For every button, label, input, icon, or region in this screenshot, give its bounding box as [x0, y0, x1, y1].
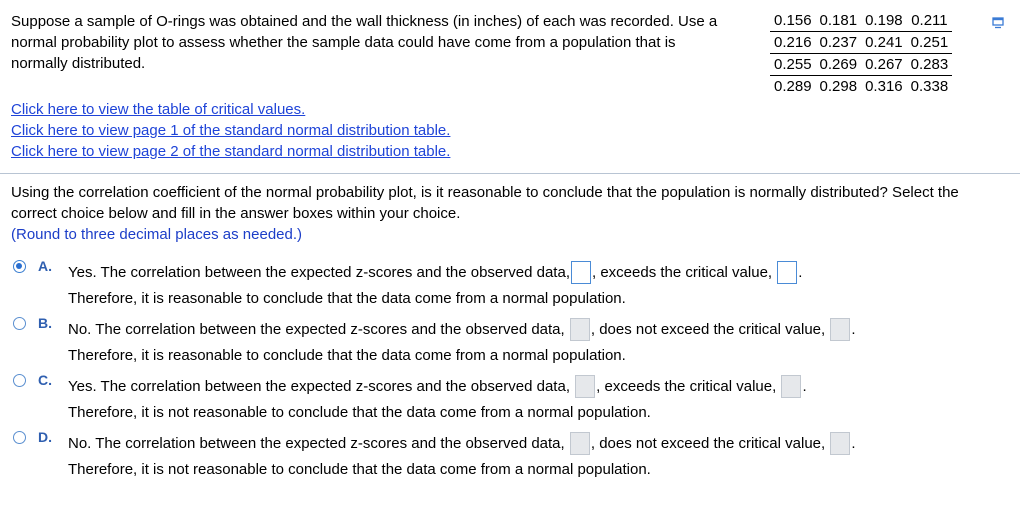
choice-d-line1: [68, 431, 856, 457]
choice-d-radio[interactable]: [13, 431, 26, 444]
table-cell: 0.241: [861, 32, 907, 54]
table-cell: 0.216: [770, 32, 816, 54]
table-cell: 0.198: [861, 10, 907, 32]
table-cell: 0.289: [774, 78, 812, 95]
choice-c-letter: C.: [38, 372, 52, 388]
table-cell: 0.267: [861, 54, 907, 76]
table-cell: 0.269: [816, 54, 862, 76]
choice-a-critical-value-input[interactable]: [777, 261, 797, 284]
reference-links: [11, 99, 450, 162]
choice-d-text-part3: .: [851, 435, 856, 452]
round-note: (Round to three decimal places as needed.): [11, 226, 303, 243]
choice-c-text-part3: .: [802, 378, 807, 395]
choice-c-line1: [68, 374, 807, 400]
choice-c-line2: Therefore, it is not reasonable to conclude that the data come from a normal population.: [68, 404, 651, 421]
table-cell: 0.156: [770, 10, 816, 32]
choice-b-line1: [68, 317, 856, 343]
question-text: Using the correlation coefficient of the normal probability plot, is it reasonable to conclude that the population is normally distributed? Select the correct choice below and fill in the answer boxes within your choice.: [11, 184, 959, 222]
table-cell: 0.181: [816, 10, 862, 32]
table-row: [770, 76, 952, 98]
table-cell: 0.316: [865, 78, 903, 95]
table-cell: 0.237: [816, 32, 862, 54]
normal-table-page1-link[interactable]: Click here to view page 1 of the standard normal distribution table.: [11, 122, 451, 139]
choice-b-line2: Therefore, it is reasonable to conclude that the data come from a normal population.: [68, 347, 626, 364]
data-table-container: [770, 10, 952, 97]
choice-a-line1: [68, 260, 802, 286]
section-divider: [0, 173, 1020, 174]
problem-statement: Suppose a sample of O-rings was obtained and the wall thickness (in inches) of each was recorded. Use a normal probability plot to assess whether the sample data could have come from a population that is normally distributed.: [11, 13, 718, 72]
table-cell: 0.211: [907, 10, 953, 32]
choice-b-text: [68, 317, 856, 369]
choice-a-radio[interactable]: [13, 260, 26, 273]
table-cell: 0.338: [910, 78, 949, 95]
choice-b-text-part1: No. The correlation between the expected z-scores and the observed data,: [68, 321, 565, 338]
choice-c-text: [68, 374, 807, 426]
choice-c-radio[interactable]: [13, 374, 26, 387]
copy-data-icon[interactable]: [992, 17, 1004, 29]
choice-d-correlation-input[interactable]: [570, 432, 590, 455]
choice-d-critical-value-input[interactable]: [830, 432, 850, 455]
table-cell: 0.255: [770, 54, 816, 76]
choice-b-critical-value-input[interactable]: [830, 318, 850, 341]
choice-a-line2: Therefore, it is reasonable to conclude that the data come from a normal population.: [68, 290, 626, 307]
choice-a-text-part1: Yes. The correlation between the expected z-scores and the observed data,: [68, 264, 570, 281]
choice-c-text-part1: Yes. The correlation between the expected z-scores and the observed data,: [68, 378, 570, 395]
critical-values-link[interactable]: Click here to view the table of critical values.: [11, 101, 306, 118]
choice-a-text-part3: .: [798, 264, 803, 281]
table-cell: 0.283: [907, 54, 953, 76]
choice-d-text: [68, 431, 856, 483]
choice-b-letter: B.: [38, 315, 52, 331]
choice-a[interactable]: [11, 258, 1011, 315]
choice-c-text-part2: , exceeds the critical value,: [596, 378, 777, 395]
choice-d[interactable]: [11, 429, 1011, 486]
data-table: [770, 10, 952, 97]
table-row: [770, 32, 952, 54]
choice-b[interactable]: [11, 315, 1011, 372]
table-cell: 0.298: [819, 78, 858, 95]
choice-b-text-part3: .: [851, 321, 856, 338]
question-block: [11, 182, 971, 245]
choice-a-correlation-input[interactable]: [571, 261, 591, 284]
table-row: [770, 10, 952, 32]
choice-b-text-part2: , does not exceed the critical value,: [590, 321, 826, 338]
table-row: [770, 54, 952, 76]
choice-c-critical-value-input[interactable]: [781, 375, 801, 398]
choice-a-text-part2: , exceeds the critical value,: [592, 264, 773, 281]
choice-d-line2: Therefore, it is not reasonable to conclude that the data come from a normal population.: [68, 461, 651, 478]
choice-d-letter: D.: [38, 429, 52, 445]
choice-b-radio[interactable]: [13, 317, 26, 330]
choice-d-text-part1: No. The correlation between the expected z-scores and the observed data,: [68, 435, 565, 452]
choice-a-text: [68, 260, 802, 312]
table-cell: 0.251: [907, 32, 953, 54]
normal-table-page2-link[interactable]: Click here to view page 2 of the standard normal distribution table.: [11, 143, 451, 160]
choice-d-text-part2: , does not exceed the critical value,: [590, 435, 826, 452]
choice-a-letter: A.: [38, 258, 52, 274]
choice-c[interactable]: [11, 372, 1011, 429]
choice-b-correlation-input[interactable]: [570, 318, 590, 341]
choice-c-correlation-input[interactable]: [575, 375, 595, 398]
answer-choices: [11, 258, 1011, 486]
